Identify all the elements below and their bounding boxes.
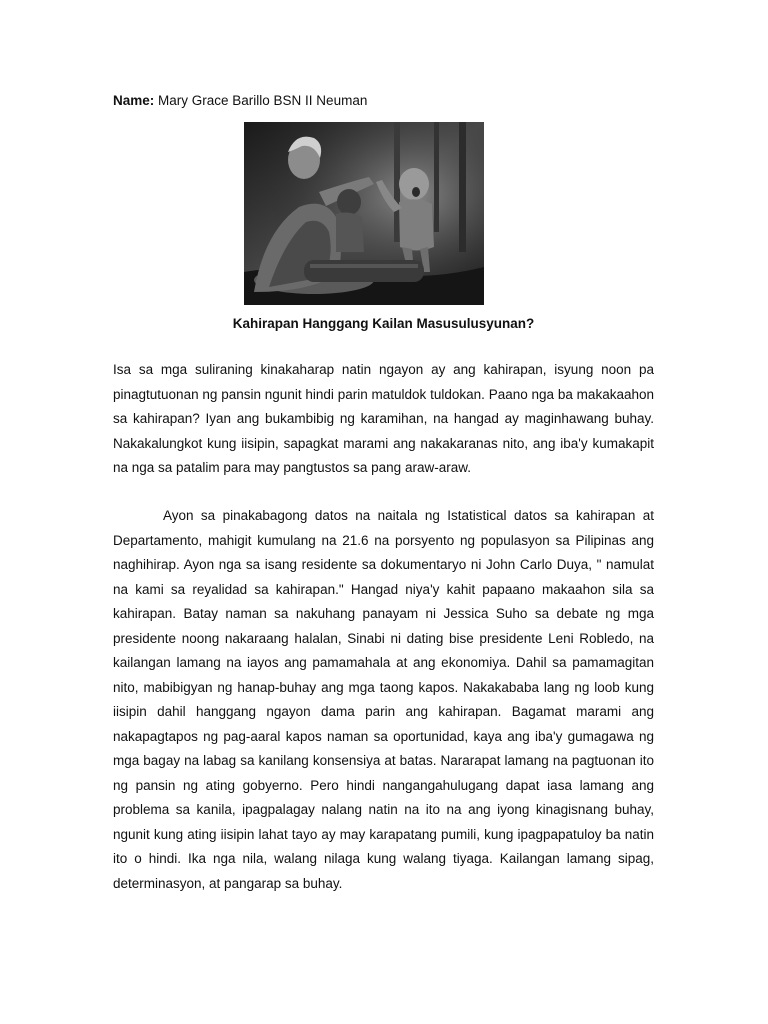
- author-line: [113, 92, 367, 110]
- name-label: Name:: [113, 93, 155, 108]
- black-and-white-photo-icon: [244, 122, 484, 305]
- poverty-photo: [244, 122, 484, 305]
- paragraph-2: Ayon sa pinakabagong datos na naitala ng Istatistical datos sa kahirapan at Departamento, mahigit kumulang na 21.6 na porsyento ng populasyon sa Pilipinas ang naghihirap. Ayon nga sa isang residente sa dokumentaryo ni John Carlo Duya, " namulat na kami sa reyalidad sa kahirapan." Hangad niya'y kahit papaano makaahon sila sa kahirapan. Batay naman sa nakuhang panayam ni Jessica Suho sa debate ng mga presidente noong nakaraang halalan, Sinabi ni dating bise presidente Leni Robledo, na kailangan lamang na iayos ang pamamahala at ang ekonomiya. Dahil sa pamamagitan nito, mabibigyan ng hanap-buhay ang mga taong kapos. Nakakababa lang ng loob kung iisipin dahil hanggang ngayon dama parin ang kahirapan. Bagamat marami ang nakapagtapos ng pag-aaral kapos naman sa oportunidad, kaya ang iba'y gumagawa ng mga bagay na labag sa kanilang konsensiya at batas. Nararapat lamang na pagtuonan ito ng pansin ng ating gobyerno. Pero hindi nangangahulugang dapat iasa lamang ang problema sa kanila, ipagpalagay nalang natin na ito na ang iyong kinagisnang buhay, ngunit kung ating iisipin lahat tayo ay may karapatang pumili, kung ipagpapatuloy ba natin ito o hindi. Ika nga nila, walang nilaga kung walang tiyaga. Kailangan lamang sipag, determinasyon, at pangarap sa buhay.: [113, 508, 654, 891]
- paragraph-1: Isa sa mga suliraning kinakaharap natin ngayon ay ang kahirapan, isyung noon pa pinagtutuonan ng pansin ngunit hindi parin matuldok tuldokan. Paano nga ba makakaahon sa kahirapan? Iyan ang bukambibig ng karamihan, na hangad ay maginhawang buhay. Nakakalungkot kung iisipin, sapagkat marami ang nakakaranas nito, ang iba'y kumakapit na nga sa patalim para may pangtustos sa pang araw-araw.: [113, 362, 654, 475]
- name-value: Mary Grace Barillo BSN II Neuman: [154, 93, 368, 108]
- essay-title: Kahirapan Hanggang Kailan Masusulusyunan?: [232, 316, 535, 331]
